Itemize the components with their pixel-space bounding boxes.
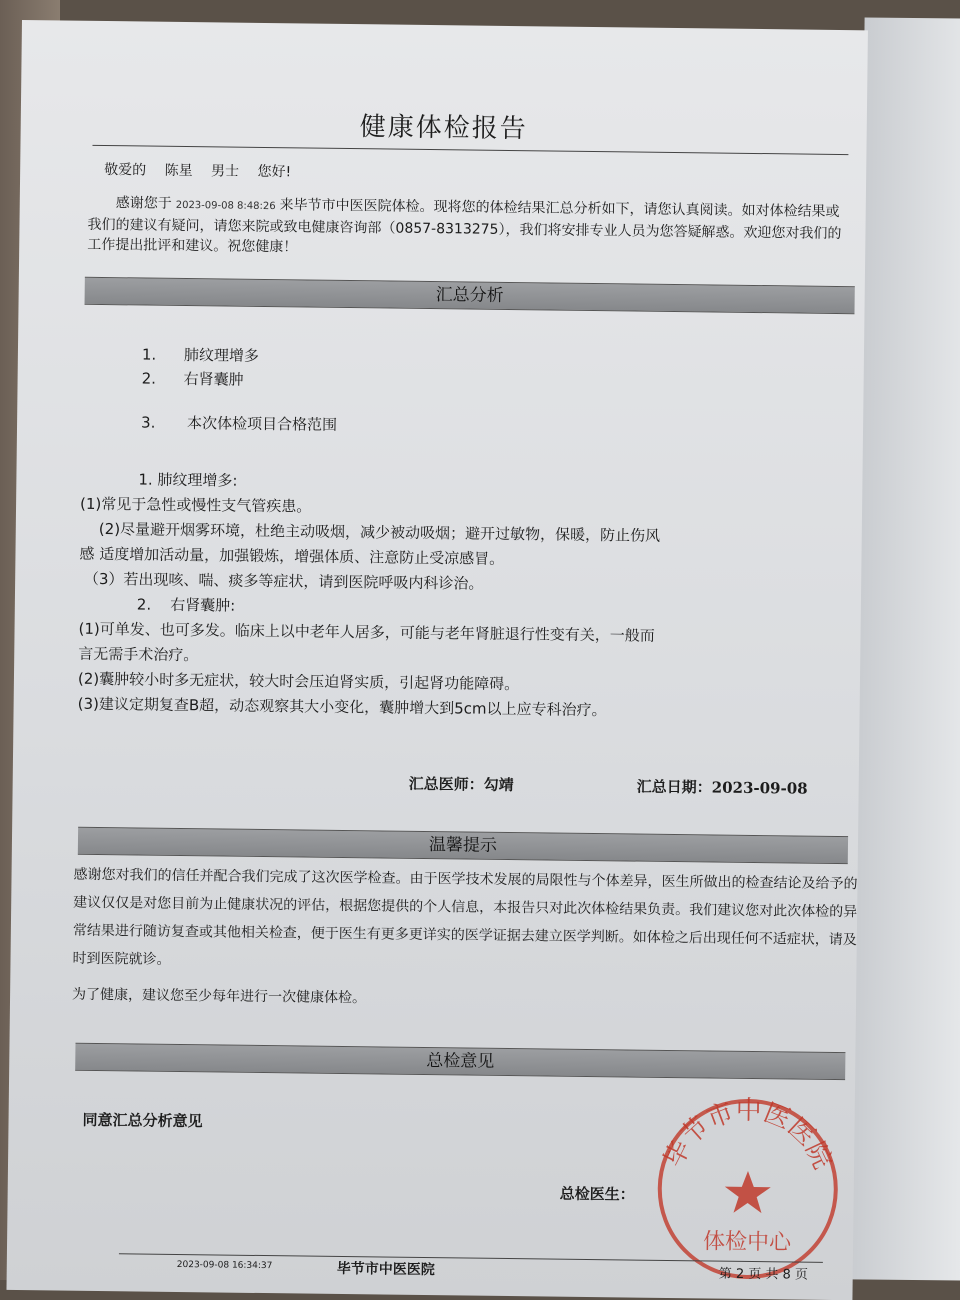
report-title: 健康体检报告 [359, 112, 528, 145]
patient-gender: 男士 [210, 163, 240, 180]
star-icon [724, 1171, 771, 1214]
detail-line: (1)可单发、也可多发。临床上以中老年人居多，可能与老年肾脏退行性变有关，一般而 [78, 619, 655, 645]
exam-datetime: 2023-09-08 8:48:26 [175, 199, 276, 213]
printed-timestamp: 2023-09-08 16:34:37 [176, 1259, 273, 1272]
intro-text: 来毕节市中医医院体检。现将您的体检结果汇总分析如下，请您认真阅读。如对体检结果或我们的建议有疑问，请您来院或致电健康咨询部（0857-8313275），我们将安排专业人员为您答疑解惑。欢迎您对我们的工作提出批评和建议。祝您健康！ [87, 197, 842, 256]
summary-item: 2. 右肾囊肿 [141, 369, 244, 389]
greeting-line [104, 159, 305, 181]
summary-date: 汇总日期：2023-09-08 [636, 777, 808, 798]
summary-doctor: 汇总医师：勾靖 [408, 774, 514, 795]
detail-line: （3）若出现咳、喘、痰多等症状，请到医院呼吸内科诊治。 [79, 569, 484, 593]
detail-line: (1)常见于急性或慢性支气管疾患。 [79, 494, 312, 516]
next-page-edge [851, 17, 960, 1280]
tips-body [72, 861, 858, 1019]
salutation: 敬爱的 [104, 162, 147, 179]
opinion-text: 同意汇总分析意见 [82, 1110, 203, 1131]
detail-line: 感 适度增加活动量，加强锻炼，增强体质、注意防止受凉感冒。 [79, 544, 505, 568]
tips-paragraph: 感谢您对我们的信任并配合我们完成了这次医学检查。由于医学技术发展的局限性与个体差异，医生所做出的检查结论及给予的建议仅仅是对您目前为止健康状况的评估，根据您提供的个人信息，本报告只对此次体检结果负责。我们建议您对此次体检的异常结果进行随访复查或其他相关检查，便于医生有更多更详实的医学证据去建立医学判断。如体检之后出现任何不适症状，请及时到医院就诊。 [72, 866, 858, 968]
chief-doctor-label: 总检医生： [559, 1184, 635, 1204]
stamp-bottom-text: 体检中心 [702, 1229, 792, 1256]
footer-hospital-name: 毕节市中医医院 [336, 1260, 435, 1279]
svg-text:毕节市中医医院 [659, 1095, 839, 1174]
patient-name: 陈星 [164, 162, 193, 180]
report-page [6, 20, 867, 1300]
intro-prefix: 感谢您于 [115, 195, 172, 212]
summary-section-header: 汇总分析 [85, 277, 855, 314]
detail-line: (3)建议定期复查B超，动态观察其大小变化，囊肿增大到5cm以上应专科治疗。 [77, 694, 607, 720]
stamp-top-text: 毕节市中医医院 [658, 1095, 838, 1174]
detail-line: 2. 右肾囊肿: [136, 595, 236, 615]
detail-line: (2)囊肿较小时多无症状，较大时会压迫肾实质，引起肾功能障碍。 [77, 669, 520, 694]
detail-line: 1. 肺纹理增多: [138, 470, 238, 490]
summary-item: 1. 肺纹理增多 [141, 345, 260, 365]
opinion-section-header: 总检意见 [75, 1043, 845, 1080]
tips-paragraph: 为了健康，建议您至少每年进行一次健康体检。 [71, 986, 367, 1007]
intro-paragraph [87, 193, 848, 264]
greeting-hello: 您好! [257, 163, 292, 181]
summary-item: 3. 本次体检项目合格范围 [140, 413, 338, 434]
summary-details [77, 467, 860, 727]
page-number: 第 2 页 共 8 页 [718, 1266, 809, 1283]
detail-line: (2)尽量避开烟雾环境，杜绝主动吸烟，减少被动吸烟；避开过敏物，保暖，防止伤风 [79, 519, 661, 545]
detail-line: 言无需手术治疗。 [78, 644, 199, 665]
tips-section-header: 温馨提示 [78, 827, 848, 864]
